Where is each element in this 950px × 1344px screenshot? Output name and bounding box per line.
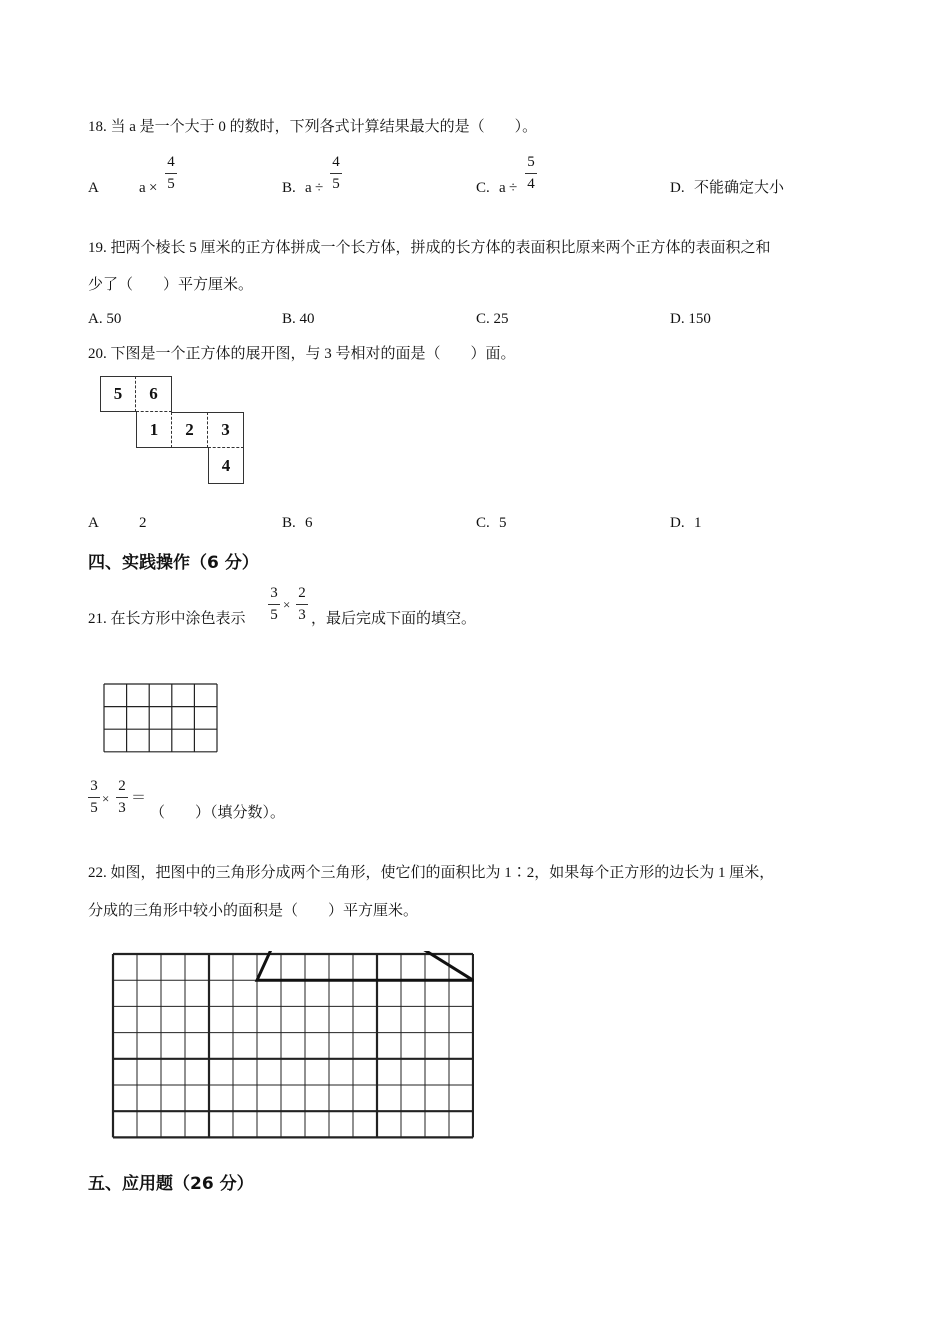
q21-suffix: ，最后完成下面的填空。	[311, 611, 477, 627]
q19-option-b: B. 40	[282, 311, 315, 327]
fraction-bar	[330, 173, 342, 174]
q22-stem-line1: 22. 如图，把图中的三角形分成两个三角形，使它们的面积比为 1∶2，如果每个正方形的边长为 1 厘米，	[88, 865, 775, 881]
fraction-bar	[296, 604, 308, 605]
q19-stem-line1: 19. 把两个棱长 5 厘米的正方体拼成一个长方体，拼成的长方体的表面积比原来两个正方体的表面积之和	[88, 240, 771, 256]
fraction-bar	[165, 173, 177, 174]
numerator: 3	[270, 585, 278, 601]
q18-option-a-letter: A	[88, 180, 99, 196]
q21-rectangle-grid	[103, 683, 219, 753]
q20-option-c-letter: C.	[476, 515, 490, 531]
q18-option-b-fraction	[330, 155, 342, 192]
net-face: 3	[208, 412, 244, 448]
q18-stem: 18. 当 a 是一个大于 0 的数时，下列各式计算结果最大的是（ ）。	[88, 119, 538, 135]
denominator: 3	[118, 800, 126, 816]
q21-answer-fraction-2	[116, 779, 128, 816]
section-4-heading: 四、实践操作（6 分）	[88, 553, 259, 573]
numerator: 3	[90, 778, 98, 794]
q18-option-a-op: ×	[149, 180, 158, 196]
numerator: 4	[167, 154, 175, 170]
q20-option-a-value: 2	[139, 515, 147, 531]
q18-option-c-var: a	[499, 180, 506, 196]
q20-option-b-value: 6	[305, 515, 313, 531]
net-face: 1	[136, 412, 172, 448]
net-face: 5	[100, 376, 136, 412]
q18-option-c-op: ÷	[509, 180, 518, 196]
fraction-bar	[268, 604, 280, 605]
q18-option-c-fraction	[525, 155, 537, 192]
q20-option-b-letter: B.	[282, 515, 296, 531]
numerator: 2	[118, 778, 126, 794]
q18-option-b-letter: B.	[282, 180, 296, 196]
q21-times: ×	[283, 597, 291, 612]
q20-option-d-value: 1	[694, 515, 702, 531]
q18-option-a-var: a	[139, 180, 146, 196]
q18-option-c-letter: C.	[476, 180, 490, 196]
q20-stem: 20. 下图是一个正方体的展开图，与 3 号相对的面是（ ）面。	[88, 346, 516, 362]
denominator: 3	[298, 607, 306, 623]
denominator: 4	[527, 176, 535, 192]
section-5-heading: 五、应用题（26 分）	[88, 1174, 254, 1194]
q19-option-d: D. 150	[670, 311, 711, 327]
q18-option-d-letter: D.	[670, 180, 685, 196]
q18-option-b-op: ÷	[315, 180, 324, 196]
q21-fraction-2	[296, 586, 308, 623]
q21-answer-times: ×	[102, 791, 110, 806]
q20-option-d-letter: D.	[670, 515, 685, 531]
q18-option-a-fraction	[165, 155, 177, 192]
fraction-bar	[525, 173, 537, 174]
fraction-bar	[116, 797, 128, 798]
q21-answer-fraction-1	[88, 779, 100, 816]
q22-triangle	[257, 951, 473, 980]
q21-prefix: 21. 在长方形中涂色表示	[88, 611, 246, 627]
q18-option-d-text: 不能确定大小	[694, 180, 785, 196]
q20-option-c-value: 5	[499, 515, 507, 531]
numerator: 2	[298, 585, 306, 601]
denominator: 5	[332, 176, 340, 192]
net-face: 6	[136, 376, 172, 412]
q20-option-a-letter: A	[88, 515, 99, 531]
q18-option-b-var: a	[305, 180, 312, 196]
net-face: 2	[172, 412, 208, 448]
q21-answer-equals: ＝	[131, 790, 147, 806]
q19-stem-line2: 少了（ ）平方厘米。	[88, 277, 254, 293]
q21-answer-blank: （ ）（填分数）。	[150, 805, 286, 821]
denominator: 5	[167, 176, 175, 192]
q19-option-c: C. 25	[476, 311, 509, 327]
numerator: 5	[527, 154, 535, 170]
q22-triangle-grid	[110, 951, 474, 1141]
fraction-bar	[88, 797, 100, 798]
q22-stem-line2: 分成的三角形中较小的面积是（ ）平方厘米。	[88, 903, 419, 919]
denominator: 5	[270, 607, 278, 623]
q21-fraction-1	[268, 586, 280, 623]
q19-option-a: A. 50	[88, 311, 122, 327]
denominator: 5	[90, 800, 98, 816]
net-face: 4	[208, 448, 244, 484]
numerator: 4	[332, 154, 340, 170]
